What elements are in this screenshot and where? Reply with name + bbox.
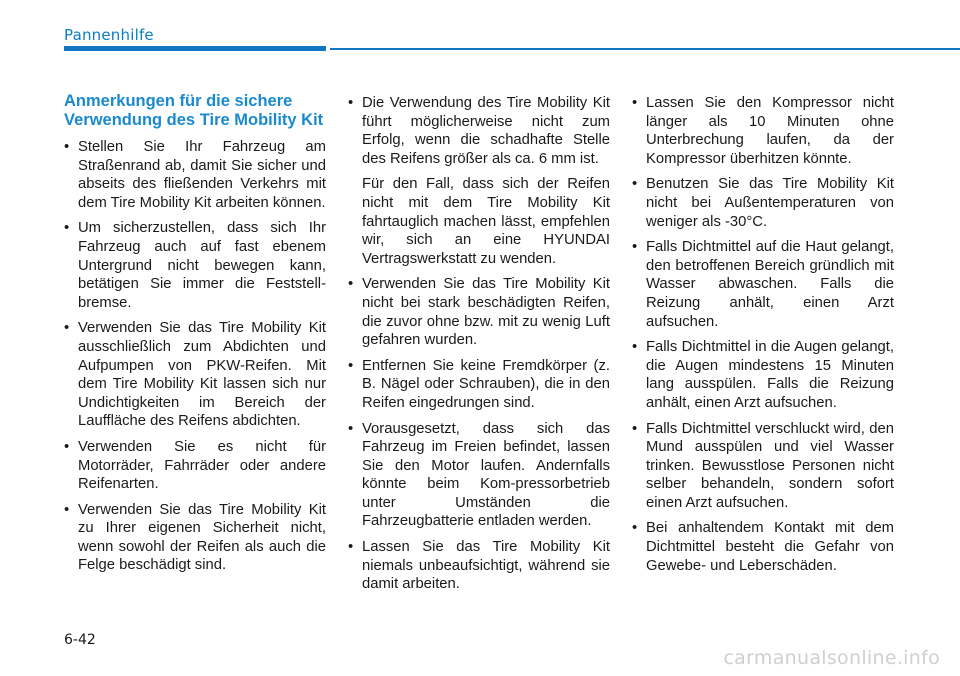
list-item: • Entfernen Sie keine Fremdkörper (z. B. Nägel oder Schrauben), die in den Reifen eingedrungen sind. — [348, 357, 610, 413]
header-accent-bar — [64, 46, 326, 51]
list-item: • Stellen Sie Ihr Fahrzeug am Straßenrand ab, damit Sie sicher und abseits des fließenden Verkehrs mit dem Tire Mobility Kit arbeiten können. — [64, 138, 326, 212]
section-header-title: Pannenhilfe — [64, 26, 154, 44]
list-item: • Falls Dichtmittel in die Augen gelangt, die Augen mindestens 15 Minuten lang ausspülen. Falls die Reizung anhält, einen Arzt aufsuchen. — [632, 338, 894, 412]
list-item: • Falls Dichtmittel auf die Haut gelangt, den betroffenen Bereich gründlich mit Wasser abwaschen. Falls die Reizung anhält, einen Arzt aufsuchen. — [632, 238, 894, 331]
list-item: • Verwenden Sie es nicht für Motorräder, Fahrräder oder andere Reifenarten. — [64, 438, 326, 494]
list-item: • Vorausgesetzt, dass sich das Fahrzeug im Freien befindet, lassen Sie den Motor laufen. Andernfalls könnte beim Kom-pressorbetrieb unter Umständen die Fahrzeugbatterie entladen werden. — [348, 420, 610, 532]
list-item: • Benutzen Sie das Tire Mobility Kit nicht bei Außentemperaturen von weniger als -30°C. — [632, 175, 894, 231]
bullet-list-1 — [64, 138, 326, 575]
watermark: carmanualsonline.info — [723, 647, 940, 669]
list-item: • Lassen Sie das Tire Mobility Kit niemals unbeaufsichtigt, während sie damit arbeiten. — [348, 538, 610, 594]
list-item: • Um sicherzustellen, dass sich Ihr Fahrzeug auch auf fast ebenem Untergrund nicht bewegen kann, betätigen Sie immer die Feststell-bremse. — [64, 219, 326, 312]
list-item-subparagraph: Für den Fall, dass sich der Reifen nicht mit dem Tire Mobility Kit fahrtauglich machen lässt, empfehlen wir, sich an eine HYUNDAI Vertragswerkstatt zu wenden. — [362, 176, 610, 267]
page-number: 6-42 — [64, 632, 96, 648]
list-item: • Lassen Sie den Kompressor nicht länger als 10 Minuten ohne Unterbrechung laufen, da der Kompressor überhitzen könnte. — [632, 94, 894, 168]
section-heading: Anmerkungen für die sichere Verwendung des Tire Mobility Kit — [64, 92, 324, 129]
bullet-list-2 — [348, 94, 610, 594]
text-column-3 — [632, 94, 894, 582]
list-item: • Verwenden Sie das Tire Mobility Kit nicht bei stark beschädigten Reifen, die zuvor ohne bzw. mit zu wenig Luft gefahren wurden. — [348, 275, 610, 349]
list-item: • Verwenden Sie das Tire Mobility Kit zu Ihrer eigenen Sicherheit nicht, wenn sowohl der Reifen als auch die Felge beschädigt sind. — [64, 501, 326, 575]
list-item: • Falls Dichtmittel verschluckt wird, den Mund ausspülen und viel Wasser trinken. Bewusstlose Personen nicht selber behandeln, sondern sofort einen Arzt aufsuchen. — [632, 420, 894, 513]
text-column-2 — [348, 94, 610, 601]
header-rule — [330, 48, 960, 50]
text-column-1 — [64, 92, 326, 582]
list-item-text: Die Verwendung des Tire Mobility Kit führt möglicherweise nicht zum Erfolg, wenn die schadhafte Stelle des Reifens größer als ca. 6 mm ist. — [362, 95, 610, 167]
list-item: • Verwenden Sie das Tire Mobility Kit ausschließlich zum Abdichten und Aufpumpen von PKW-Reifen. Mit dem Tire Mobility Kit lassen sich nur Undichtigkeiten im Bereich der Lauffläche des Reifens abdichten. — [64, 319, 326, 431]
list-item: • Bei anhaltendem Kontakt mit dem Dichtmittel besteht die Gefahr von Gewebe- und Leberschäden. — [632, 519, 894, 575]
list-item — [348, 94, 610, 268]
bullet-list-3 — [632, 94, 894, 575]
